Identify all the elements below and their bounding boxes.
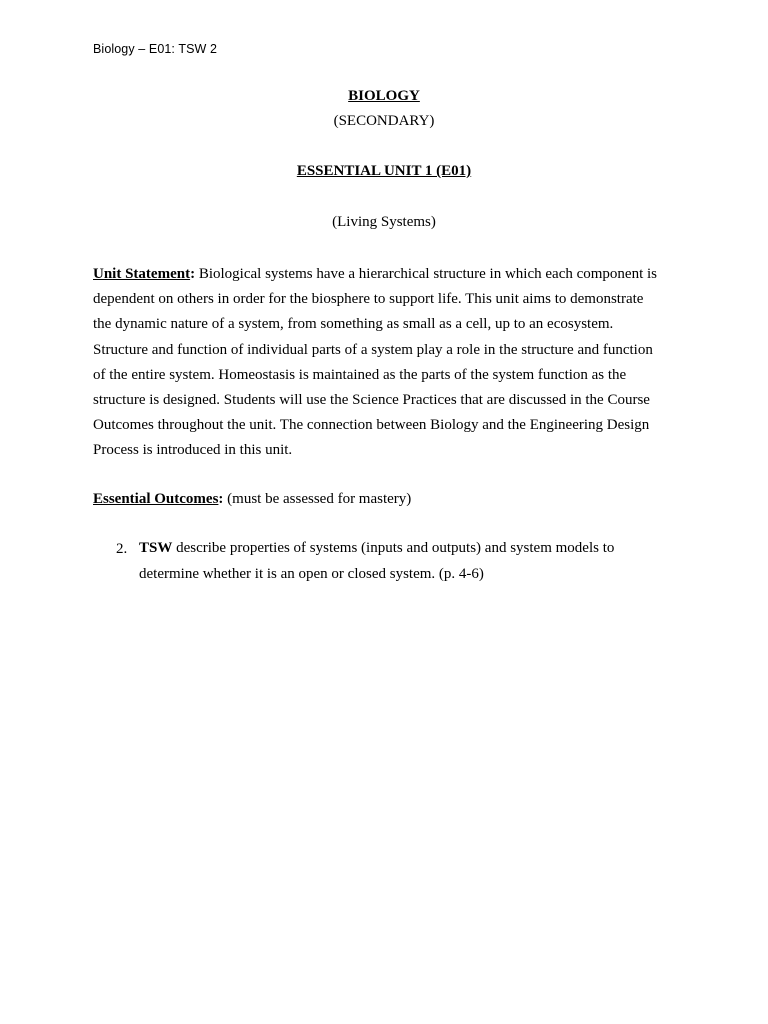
- subject-title: BIOLOGY: [348, 88, 420, 104]
- outcome-lead: TSW: [139, 540, 173, 557]
- essential-outcomes-heading: [93, 489, 411, 509]
- essential-outcomes-colon: :: [218, 491, 224, 507]
- level-subtitle: (SECONDARY): [333, 113, 435, 129]
- outcome-number: 2.: [116, 541, 128, 557]
- outcome-text: [139, 536, 614, 586]
- unit-statement-line: of the entire system. Homeostasis is maintained as the parts of the system function as the: [93, 366, 627, 383]
- essential-outcomes-note: (must be assessed for mastery): [223, 491, 412, 507]
- unit-statement-text: Biological systems have a hierarchical structure in which each component is: [195, 266, 658, 282]
- unit-statement-line: Structure and function of individual parts of a system play a role in the structure and function: [93, 341, 653, 358]
- outcome-line-text: describe properties of systems (inputs and outputs) and system models to: [172, 540, 615, 557]
- outcome-line: determine whether it is an open or closed system. (p. 4-6): [139, 565, 484, 582]
- unit-title: ESSENTIAL UNIT 1 (E01): [296, 163, 472, 179]
- running-header: Biology – E01: TSW 2: [93, 42, 218, 56]
- unit-topic: (Living Systems): [332, 214, 436, 230]
- essential-outcomes-label: Essential Outcomes: [93, 491, 219, 507]
- unit-statement-line: [93, 262, 693, 287]
- outcome-line: [139, 536, 614, 561]
- unit-statement-line: the dynamic nature of a system, from something as small as a cell, up to an ecosystem.: [93, 316, 614, 333]
- unit-statement-paragraph: [93, 262, 693, 464]
- unit-statement-colon: :: [190, 266, 196, 282]
- unit-statement-label: Unit Statement: [93, 266, 191, 282]
- unit-statement-line: Outcomes throughout the unit. The connection between Biology and the Engineering Design: [93, 417, 650, 434]
- unit-statement-line: structure is designed. Students will use the Science Practices that are discussed in the Course: [93, 392, 650, 409]
- unit-statement-line: dependent on others in order for the biosphere to support life. This unit aims to demonstrate: [93, 291, 644, 308]
- unit-statement-line: Process is introduced in this unit.: [93, 442, 293, 459]
